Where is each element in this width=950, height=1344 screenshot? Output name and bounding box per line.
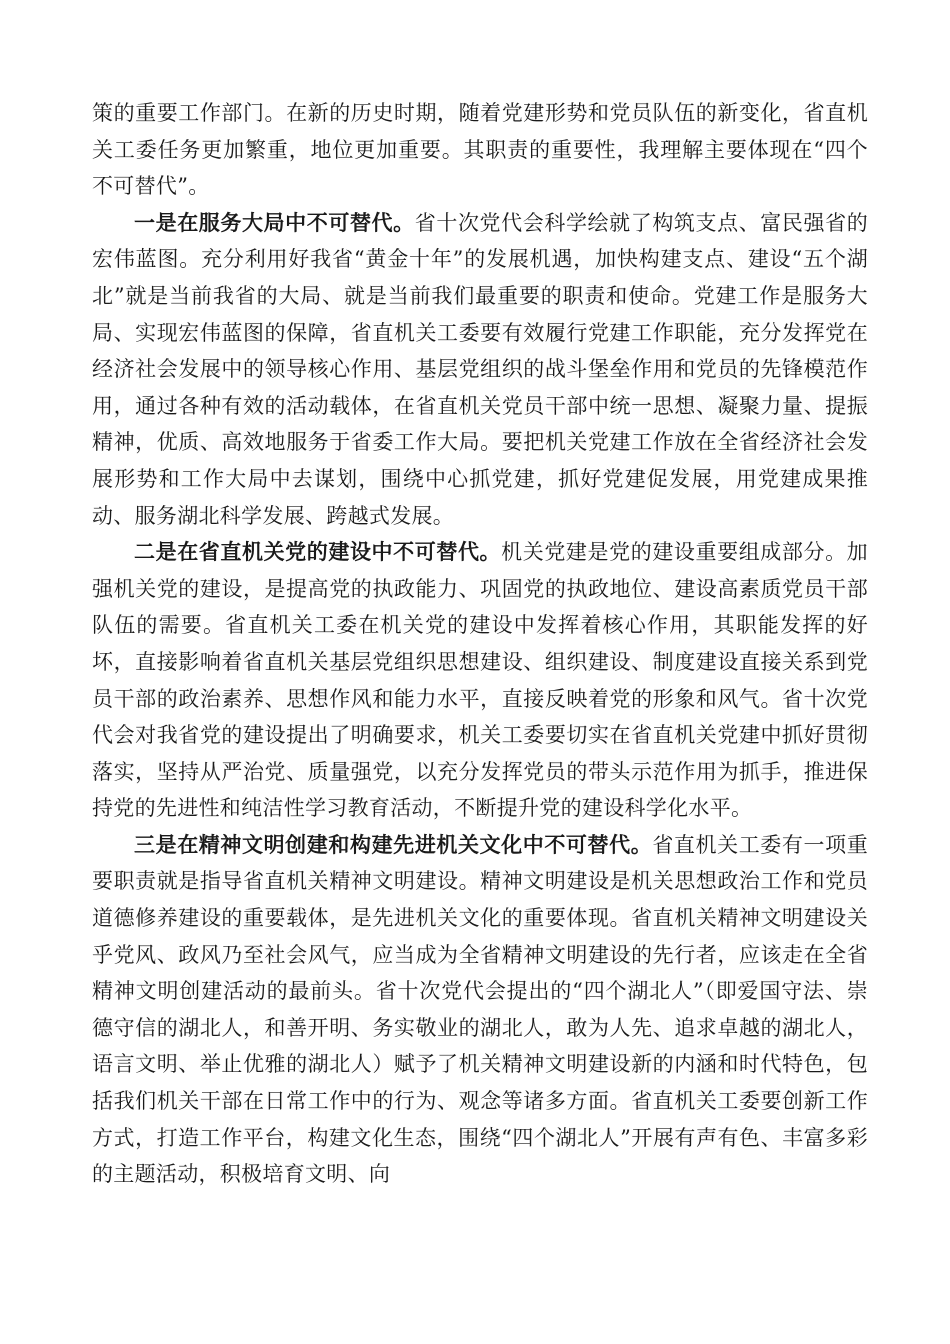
document-body — [92, 95, 868, 1193]
paragraph-lead-heading: 二是在省直机关党的建设中不可替代。 — [134, 540, 502, 565]
paragraph-lead-heading: 一是在服务大局中不可替代。 — [134, 210, 415, 235]
paragraph-text: 省十次党代会科学绘就了构筑支点、富民强省的宏伟蓝图。充分利用好我省“黄金十年”的发展机遇，加快构建支点、建设“五个湖北”就是当前我省的大局、就是当前我们最重要的职责和使命。党建工作是服务大局、实现宏伟蓝图的保障，省直机关工委要有效履行党建工作职能，充分发挥党在经济社会发展中的领导核心作用、基层党组织的战斗堡垒作用和党员的先锋模范作用，通过各种有效的活动载体，在省直机关党员干部中统一思想、凝聚力量、提振精神，优质、高效地服务于省委工作大局。要把机关党建工作放在全省经济社会发展形势和工作大局中去谋划，围绕中心抓党建，抓好党建促发展，用党建成果推动、服务湖北科学发展、跨越式发展。 — [92, 210, 868, 528]
paragraph-text: 省直机关工委有一项重要职责就是指导省直机关精神文明建设。精神文明建设是机关思想政治工作和党员道德修养建设的重要载体，是先进机关文化的重要体现。省直机关精神文明建设关乎党风、政风乃至社会风气，应当成为全省精神文明建设的先行者，应该走在全省精神文明创建活动的最前头。省十次党代会提出的“四个湖北人”（即爱国守法、崇德守信的湖北人，和善开明、务实敬业的湖北人，敢为人先、追求卓越的湖北人，语言文明、举止优雅的湖北人）赋予了机关精神文明建设新的内涵和时代特色，包括我们机关干部在日常工作中的行为、观念等诸多方面。省直机关工委要创新工作方式，打造工作平台，构建文化生态，围绕“四个湖北人”开展有声有色、丰富多彩的主题活动，积极培育文明、向 — [92, 832, 868, 1187]
paragraph-text: 策的重要工作部门。在新的历史时期，随着党建形势和党员队伍的新变化，省直机关工委任务更加繁重，地位更加重要。其职责的重要性，我理解主要体现在“四个不可替代”。 — [92, 101, 868, 199]
paragraph-lead-heading: 三是在精神文明创建和构建先进机关文化中不可替代。 — [134, 832, 653, 857]
paragraph-service-overall — [92, 205, 868, 534]
paragraph-spiritual-civilization — [92, 827, 868, 1193]
paragraph-party-building — [92, 534, 868, 827]
paragraph-continuation — [92, 95, 868, 205]
paragraph-text: 机关党建是党的建设重要组成部分。加强机关党的建设，是提高党的执政能力、巩固党的执政地位、建设高素质党员干部队伍的需要。省直机关工委在机关党的建设中发挥着核心作用，其职能发挥的好坏，直接影响着省直机关基层党组织思想建设、组织建设、制度建设直接关系到党员干部的政治素养、思想作风和能力水平，直接反映着党的形象和风气。省十次党代会对我省党的建设提出了明确要求，机关工委要切实在省直机关党建中抓好贯彻落实，坚持从严治党、质量强党，以充分发挥党员的带头示范作用为抓手，推进保持党的先进性和纯洁性学习教育活动，不断提升党的建设科学化水平。 — [92, 540, 868, 821]
